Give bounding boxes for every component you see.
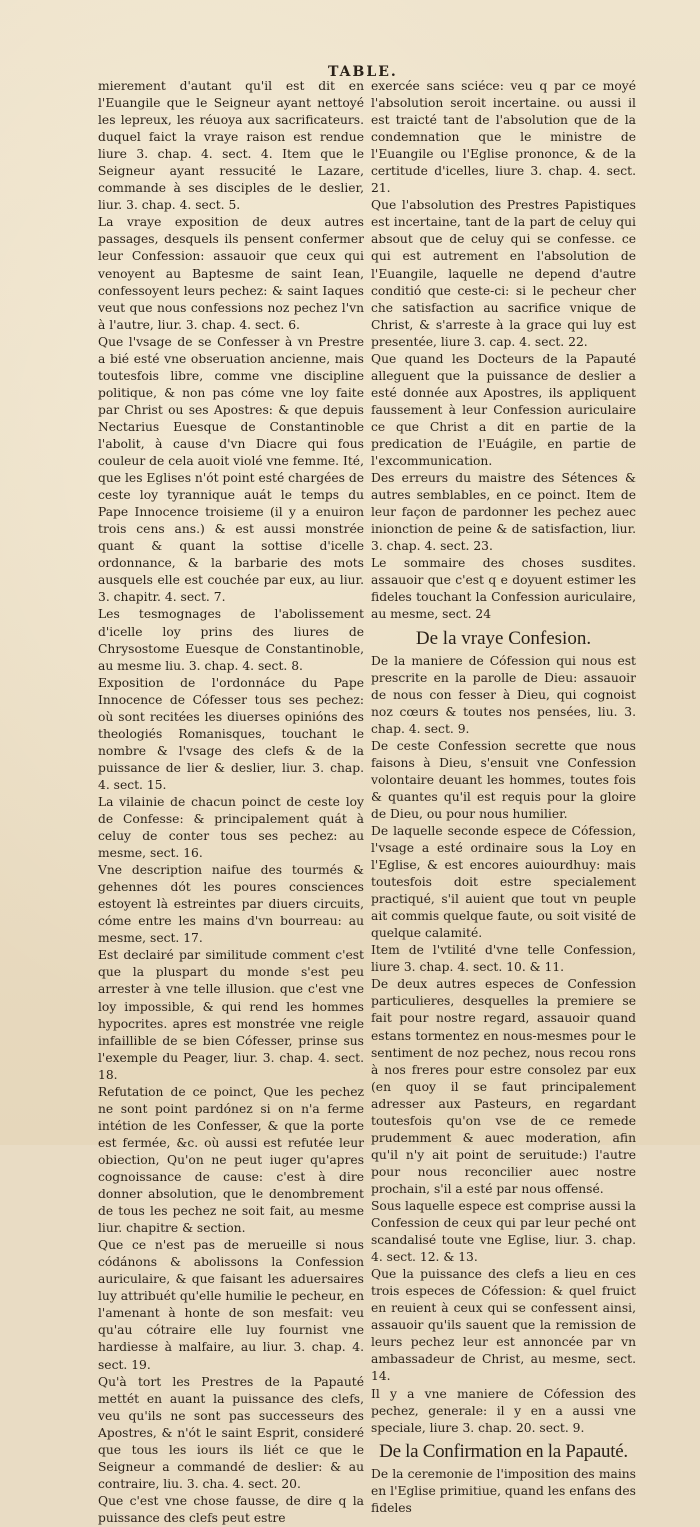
paragraph: Vne description naifue des tourmés & gehennes dót les poures consciences estoyent là estreintes par diuers circuits, cóme entre les mains d'vn bourreau: au mesme, sect. 17. <box>98 863 364 946</box>
paragraph: Refutation de ce poinct, Que les pechez ne sont point pardónez si on n'a ferme intétion de les Confesser, & que la porte est fermée, &c. où aussi est refutée leur obiection, Qu'on ne peut iuger qu'apres cognoissance de cause: c'est à dire donner absolution, que le denombrement de tous les pechez ne soit fait, au mesme liur. chapitre & section. <box>98 1084 364 1236</box>
paragraph: De ceste Confession secrette que nous faisons à Dieu, s'ensuit vne Confession volontaire deuant les hommes, toutes fois & quantes qu'il est requis pour la gloire de Dieu, ou pour nous humilier. <box>371 738 636 821</box>
paragraph: La vilainie de chacun poinct de ceste loy de Confesse: & principalement quát à celuy de conter tous ses pechez: au mesme, sect. 16. <box>98 794 364 861</box>
paragraph: mierement d'autant qu'il est dit en l'Euangile que le Seigneur ayant nettoyé les lepreux, les réuoya aux sacrificateurs. duquel faict la vraye raison est rendue liure 3. chap. 4. sect. 4. Item que le Seigneur ayant ressucité le Lazare, commande à ses disciples de le deslier, liur. 3. chap. 4. sect. 5. <box>98 79 364 213</box>
paragraph: De deux autres especes de Confession particulieres, desquelles la premiere se fait pour nostre regard, assauoir quand estans tormentez en nous-mesmes pour le sentiment de noz pechez, nous recou rons à nos freres pour estre consolez par eux (en quoy il se faut principalement adresser aux Pasteurs, en regardant toutesfois qu'on vse de ce remede prudemment & auec moderation, afin qu'il n'y ait point de seruitude:) l'autre pour nous reconcilier auec nostre prochain, s'il a esté par nous offensé. <box>371 977 636 1196</box>
paragraph: Il y a vne maniere de Cófession des pechez, generale: il y en a aussi vne speciale, liure 3. chap. 20. sect. 9. <box>371 1386 636 1435</box>
right-column <box>371 78 636 1517</box>
paragraph: Sous laquelle espece est comprise aussi la Confession de ceux qui par leur peché ont scandalisé toute vne Eglise, liur. 3. chap. 4. sect. 12. & 13. <box>371 1199 636 1265</box>
paragraph: Est declairé par similitude comment c'est que la pluspart du monde s'est peu arrester à vne telle illusion. que c'est vne loy impossible, & qui rend les hommes hypocrites. apres est monstrée vne reigle infaillible de se bien Cófesser, prinse sus l'exemple du Peager, liur. 3. chap. 4. sect. 18. <box>98 948 364 1082</box>
paragraph: Que c'est vne chose fausse, de dire q la puissance des clefs peut estre <box>98 1493 364 1525</box>
paragraph: Que la puissance des clefs a lieu en ces trois especes de Cófession: & quel fruict en reuient à ceux qui se confessent ainsi, assauoir qu'ils sauent que la remission de leurs pechez leur est annoncée par vn ambassadeur de Christ, au mesme, sect. 14. <box>371 1267 636 1384</box>
paragraph: Des erreurs du maistre des Sétences & autres semblables, en ce poinct. Item de leur façon de pardonner les pechez auec inionction de peine & de satisfaction, liur. 3. chap. 4. sect. 23. <box>371 471 636 554</box>
paragraph: Que l'vsage de se Confesser à vn Prestre a bié esté vne obseruation ancienne, mais toutesfois libre, comme vne discipline politique, & non pas cóme vne loy faite par Christ ou ses Apostres: & que depuis Nectarius Euesque de Constantinoble l'abolit, à cause d'vn Diacre qui fous couleur de cela auoit violé vne femme. Ité, que les Eglises n'ót point esté chargées de ceste loy tyrannique auát le temps du Pape Innocence troisieme (il y a enuiron trois cens ans.) & est aussi monstrée quant & quant la sottise d'icelle ordonnance, & la barbarie des mots ausquels elle est couchée par eux, au liur. 3. chapitr. 4. sect. 7. <box>98 334 364 605</box>
paragraph: Item de l'vtilité d'vne telle Confession, liure 3. chap. 4. sect. 10. & 11. <box>371 943 636 975</box>
paragraph: Le sommaire des choses susdites. assauoir que c'est q e doyuent estimer les fideles touchant la Confession auriculaire, au mesme, sect. 24 <box>371 556 636 622</box>
paragraph: Que l'absolution des Prestres Papistiques est incertaine, tant de la part de celuy qui absout que de celuy qui se confesse. ce qui est autrement en l'absolution de l'Euangile, laquelle ne depend d'autre conditió que ceste-ci: si le pecheur cher che satisfaction au sacrifice vnique de Christ, & s'arreste à la grace qui luy est presentée, liure 3. cap. 4. sect. 22. <box>371 198 636 349</box>
paragraph: Les tesmognages de l'abolissement d'icelle loy prins des liures de Chrysostome Euesque de Constantinoble, au mesme liu. 3. chap. 4. sect. 8. <box>98 607 364 673</box>
paragraph: Que quand les Docteurs de la Papauté alleguent que la puissance de deslier a esté donnée aux Apostres, ils appliquent faussement à leur Confession auriculaire ce que Christ a dit en partie de la predication de l'Euágile, en partie de l'excommunication. <box>371 351 636 469</box>
paragraph: La vraye exposition de deux autres passages, desquels ils pensent confermer leur Confession: assauoir que ceux qui venoyent au Baptesme de saint Iean, confessoyent leurs pechez: & saint Iaques veut que nous confessions noz pechez l'vn à l'autre, liur. 3. chap. 4. sect. 6. <box>98 215 364 332</box>
section-heading-confession: De la vraye Confesion. <box>415 627 592 649</box>
running-head: TABLE. <box>328 64 398 80</box>
paragraph: Qu'à tort les Prestres de la Papauté mettét en auant la puissance des clefs, veu qu'ils ne sont pas successeurs des Apostres, & n'ót le saint Esprit, consideré que tous les iours ils liét ce que le Seigneur a commandé de deslier: & au contraire, liu. 3. cha. 4. sect. 20. <box>98 1374 364 1491</box>
paragraph: De laquelle seconde espece de Cófession, l'vsage a esté ordinaire sous la Loy en l'Eglise, & est encores auiourdhuy: mais toutesfois doit estre specialement practiqué, s'il auient que tout vn peuple ait commis quelque faute, ou soit visité de quelque calamité. <box>371 823 636 941</box>
paragraph: De la maniere de Cófession qui nous est prescrite en la parolle de Dieu: assauoir de nous con fesser à Dieu, qui cognoist noz cœurs & toutes nos pensées, liu. 3. chap. 4. sect. 9. <box>371 653 636 736</box>
section-heading-confirmation: De la Confirmation en la Papauté. <box>379 1440 628 1462</box>
paragraph: Que ce n'est pas de merueille si nous códánons & abolissons la Confession auriculaire, & que faisant les aduersaires luy attribuét qu'elle humilie le pecheur, en l'amenant à honte de son mesfait: veu qu'au cótraire elle luy fournist vne hardiesse à malfaire, au liur. 3. chap. 4. sect. 19. <box>98 1238 364 1372</box>
paragraph: exercée sans sciéce: veu q par ce moyé l'absolution seroit incertaine. ou aussi il est traicté tant de l'absolution que de la condemnation que le ministre de l'Euangile ou l'Eglise prononce, & de la certitude d'icelles, liure 3. chap. 4. sect. 21. <box>371 79 636 196</box>
left-column <box>98 78 364 1527</box>
paragraph: De la ceremonie de l'imposition des mains en l'Eglise primitiue, quand les enfans des fideles <box>371 1466 636 1515</box>
paragraph: Exposition de l'ordonnáce du Pape Innocence de Cófesser tous ses pechez: où sont recitées les diuerses opinións des theologiés Romanisques, touchant le nombre & l'vsage des clefs & de la puissance de lier & deslier, liur. 3. chap. 4. sect. 15. <box>98 675 364 792</box>
